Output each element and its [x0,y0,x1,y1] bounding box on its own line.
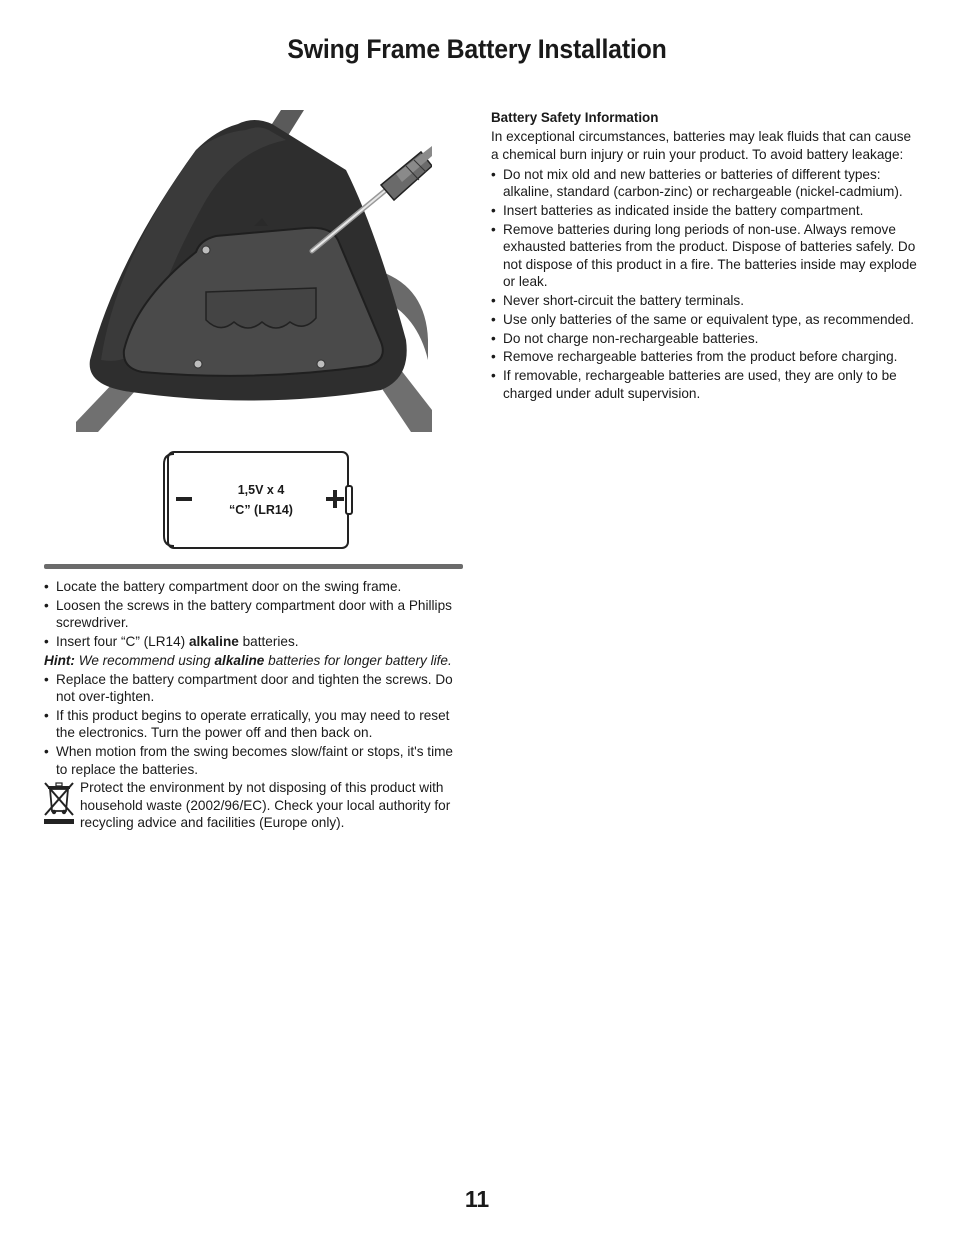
list-item: • Remove batteries during long periods of non-use. Always remove exhausted batteries from the product. Dispose of batteries safely. Do not dispose of this product in a fire. The batteries inside may explode or leak. [491,221,921,290]
installation-instructions [44,578,464,831]
battery-type: “C” (LR14) [229,503,293,517]
instruction-list [44,671,464,778]
list-item-text: Insert four “C” (LR14) [56,634,189,650]
battery-voltage: 1,5V x 4 [237,483,285,497]
list-item: • Never short-circuit the battery terminals. [491,292,921,309]
hint-text: We recommend using [74,652,215,668]
hint-label: Hint: [44,652,75,668]
section-divider [44,564,463,569]
list-item: • Insert batteries as indicated inside the battery compartment. [491,202,921,219]
safety-list [491,166,921,402]
safety-intro: In exceptional circumstances, batteries may leak fluids that can cause a chemical burn injury or ruin your product. To avoid battery leakage: [491,129,912,162]
swing-frame-battery-door-illustration [76,110,432,432]
list-item: • Do not charge non-rechargeable batteries. [491,330,921,347]
list-item: • Locate the battery compartment door on the swing frame. [44,578,464,595]
list-item-text: batteries. [238,634,299,650]
list-item: • Replace the battery compartment door and tighten the screws. Do not over-tighten. [44,671,464,706]
hint-note [44,652,464,669]
list-item: • Do not mix old and new batteries or batteries of different types: alkaline, standard (carbon-zinc) or rechargeable (nickel-cadmium). [491,166,921,201]
list-item: • If removable, rechargeable batteries are used, they are only to be charged under adult supervision. [491,367,921,402]
hint-emphasis: alkaline [214,652,265,668]
battery-label [168,480,354,520]
hint-text: batteries for longer battery life. [264,652,452,668]
battery-safety-section [491,109,921,404]
instruction-list [44,578,464,650]
list-item: • Loosen the screws in the battery compartment door with a Phillips screwdriver. [44,597,464,632]
safety-heading: Battery Safety Information [491,110,659,125]
page-title: Swing Frame Battery Installation [287,34,667,64]
list-item: • Use only batteries of the same or equivalent type, as recommended. [491,311,921,328]
list-item-emphasis: alkaline [188,634,239,650]
list-item: • Remove rechargeable batteries from the product before charging. [491,348,921,365]
list-item: • When motion from the swing becomes slow/faint or stops, it's time to replace the batteries. [44,743,464,778]
page-number: 11 [464,1186,490,1212]
environment-text: Protect the environment by not disposing of this product with household waste (2002/96/EC). Check your local authority for recycling advice and facilities (Europe only). [80,780,451,831]
crossed-out-wheelie-bin-icon [44,781,74,825]
list-item: • If this product begins to operate erratically, you may need to reset the electronics. Turn the power off and then back on. [44,707,464,742]
environment-notice [44,779,464,831]
list-item [44,633,464,650]
